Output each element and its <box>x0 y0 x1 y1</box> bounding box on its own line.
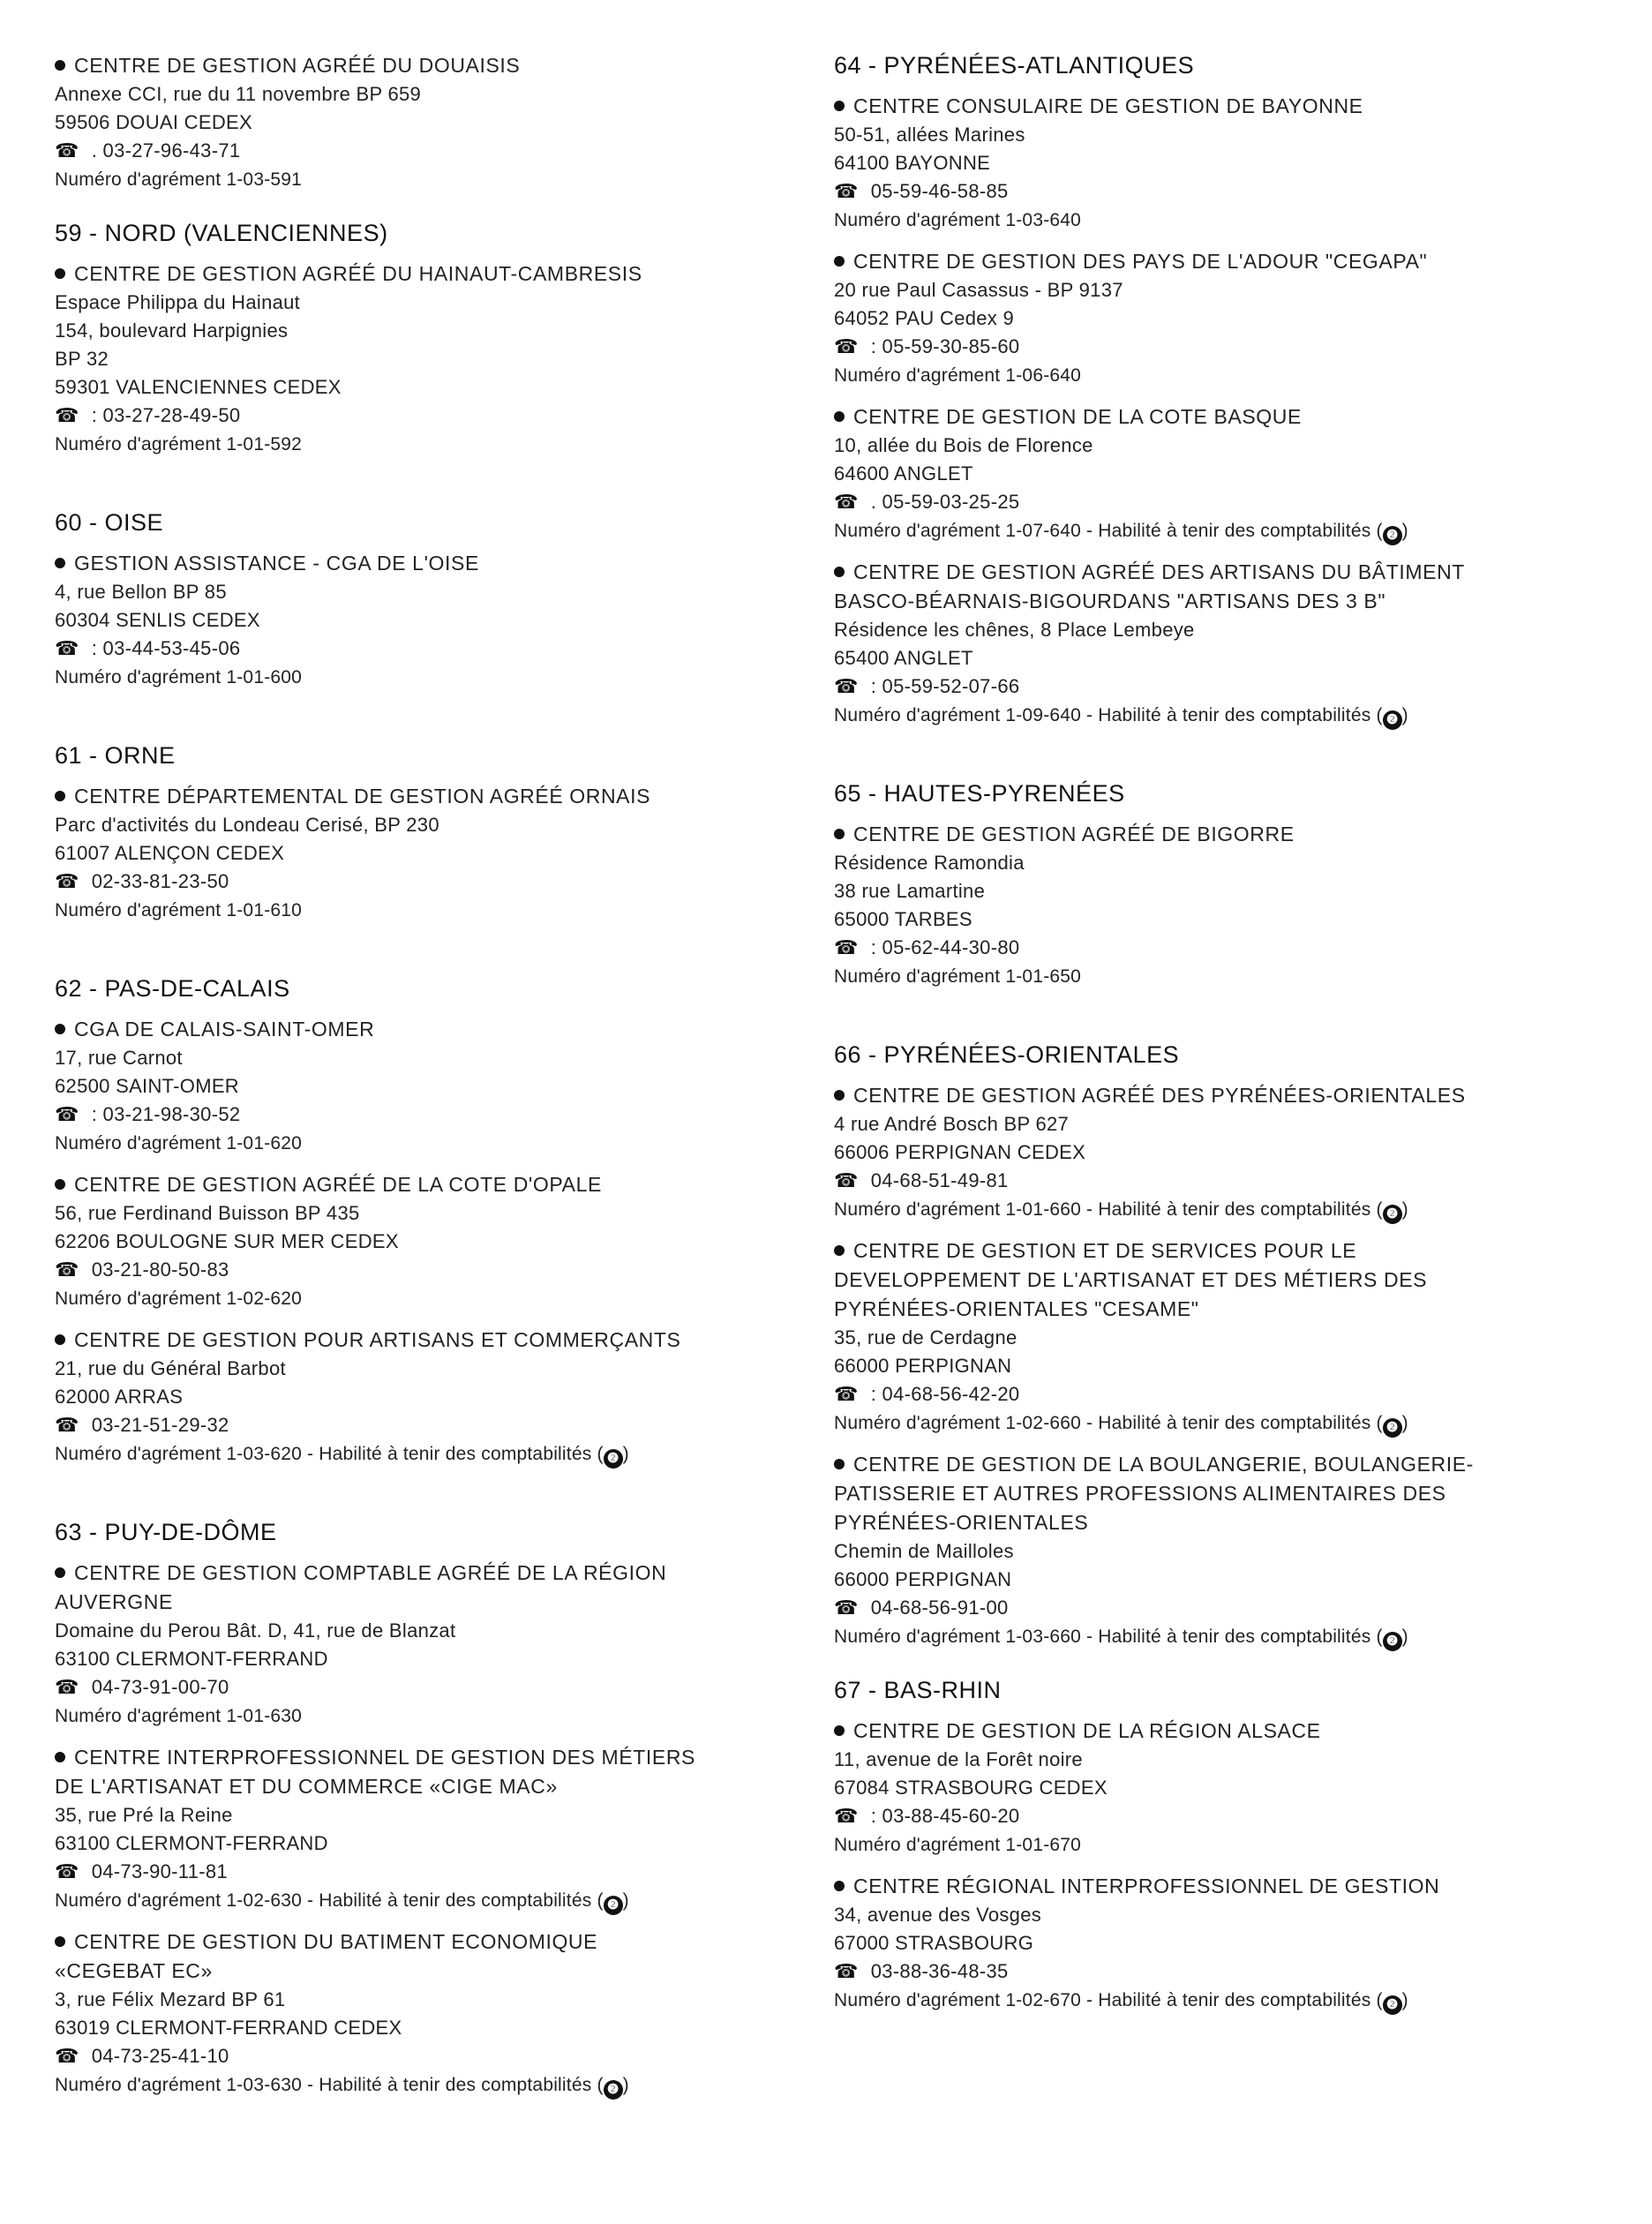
entry-name-cont: DEVELOPPEMENT DE L'ARTISANAT ET DES MÉTIERS DES <box>834 1268 1428 1291</box>
bullet-icon <box>834 411 845 422</box>
address-line: Parc d'activités du Londeau Cerisé, BP 230 <box>55 814 439 836</box>
bullet-icon <box>55 60 65 71</box>
address-line: 64600 ANGLET <box>834 462 973 485</box>
bullet-icon <box>55 1024 65 1034</box>
entry-oise <box>55 549 831 692</box>
entry-name <box>55 549 831 578</box>
address-line: 66006 PERPIGNAN CEDEX <box>834 1141 1086 1163</box>
section-title-61: 61 - ORNE <box>55 742 176 769</box>
numbered-circle-icon: ❷ <box>1383 1205 1402 1224</box>
numbered-circle-icon: ❷ <box>604 2080 623 2100</box>
entry-name-text: CENTRE DE GESTION DES PAYS DE L'ADOUR "CEGAPA" <box>853 250 1428 273</box>
phone-number: : 05-62-44-30-80 <box>870 936 1020 958</box>
entry-name-cont: BASCO-BÉARNAIS-BIGOURDANS "ARTISANS DES 3 B" <box>834 590 1386 612</box>
address-line: 4, rue Bellon BP 85 <box>55 581 227 603</box>
entry-name-text: CENTRE RÉGIONAL INTERPROFESSIONNEL DE GESTION <box>853 1875 1440 1897</box>
entry-name <box>834 92 1593 121</box>
telephone-icon: ☎ <box>55 870 79 892</box>
bullet-icon <box>55 1334 65 1345</box>
phone-line <box>834 1802 1593 1830</box>
entry-name-cont: PYRÉNÉES-ORIENTALES <box>834 1511 1089 1534</box>
telephone-icon: ☎ <box>55 1259 79 1281</box>
section-title-66: 66 - PYRÉNÉES-ORIENTALES <box>834 1041 1180 1068</box>
phone-number: : 03-21-98-30-52 <box>91 1103 241 1125</box>
address-line: 3, rue Félix Mezard BP 61 <box>55 1988 286 2010</box>
address-line: 62500 SAINT-OMER <box>55 1075 239 1097</box>
entry-name-cont: DE L'ARTISANAT ET DU COMMERCE «CIGE MAC» <box>55 1775 558 1798</box>
phone-number: : 05-59-52-07-66 <box>870 675 1020 697</box>
telephone-icon: ☎ <box>834 491 859 513</box>
entry-name-cont: PATISSERIE ET AUTRES PROFESSIONS ALIMENTAIRES DES <box>834 1482 1446 1505</box>
phone-line <box>834 672 1593 701</box>
phone-line <box>55 635 831 663</box>
address-line: 65400 ANGLET <box>834 647 973 669</box>
entry-name-text: CENTRE DE GESTION AGRÉÉ DE BIGORRE <box>853 823 1295 845</box>
telephone-icon: ☎ <box>834 1597 859 1619</box>
bullet-icon <box>55 1936 65 1947</box>
phone-line <box>55 1256 831 1284</box>
entry-name <box>834 1081 1593 1110</box>
entry-name <box>834 1450 1593 1479</box>
numbered-circle-icon: ❷ <box>1383 1995 1402 2015</box>
address-line: 61007 ALENÇON CEDEX <box>55 842 285 864</box>
address-line: Annexe CCI, rue du 11 novembre BP 659 <box>55 83 422 105</box>
address-line: 59506 DOUAI CEDEX <box>55 111 252 133</box>
phone-number: 04-68-51-49-81 <box>870 1169 1009 1191</box>
phone-number: 04-73-25-41-10 <box>91 2045 229 2067</box>
entry-name <box>834 247 1593 276</box>
address-line: 65000 TARBES <box>834 908 972 930</box>
numbered-circle-icon: ❷ <box>1383 710 1402 730</box>
phone-line <box>55 1101 831 1129</box>
telephone-icon: ☎ <box>55 637 79 659</box>
entry-calais <box>55 1015 831 1158</box>
agrement-line: Numéro d'agrément 1-07-640 - Habilité à tenir des comptabilités ( ❷ ) <box>834 516 1593 545</box>
address-line: 154, boulevard Harpignies <box>55 319 289 342</box>
bullet-icon <box>55 1179 65 1190</box>
entry-name <box>834 402 1593 432</box>
address-line: 34, avenue des Vosges <box>834 1904 1042 1926</box>
address-line: 63100 CLERMONT-FERRAND <box>55 1648 328 1670</box>
entry-name <box>834 1236 1593 1266</box>
phone-number: : 03-88-45-60-20 <box>870 1805 1020 1827</box>
address-line: 60304 SENLIS CEDEX <box>55 609 260 631</box>
address-line: 38 rue Lamartine <box>834 880 986 902</box>
address-line: 10, allée du Bois de Florence <box>834 434 1093 456</box>
entry-bigorre <box>834 820 1593 991</box>
entry-name <box>55 1015 831 1044</box>
agrement-line: Numéro d'agrément 1-01-670 <box>834 1835 1082 1855</box>
phone-number: : 03-27-28-49-50 <box>91 404 241 426</box>
agrement-line: Numéro d'agrément 1-01-610 <box>55 900 303 920</box>
section-title-67: 67 - BAS-RHIN <box>834 1677 1002 1703</box>
telephone-icon: ☎ <box>55 404 79 426</box>
phone-number: 03-21-51-29-32 <box>91 1414 229 1436</box>
entry-boulangerie <box>834 1450 1593 1651</box>
agrement-text: Numéro d'agrément 1-03-620 - Habilité à tenir des comptabilités ( <box>55 1444 604 1464</box>
entry-name-cont: AUVERGNE <box>55 1590 173 1613</box>
entry-orne <box>55 782 831 925</box>
entry-auvergne <box>55 1559 831 1731</box>
entry-name-cont: PYRÉNÉES-ORIENTALES "CESAME" <box>834 1297 1199 1320</box>
phone-number: 03-88-36-48-35 <box>870 1960 1009 1982</box>
entry-cegebat <box>55 1927 831 2100</box>
phone-number: : 04-68-56-42-20 <box>870 1383 1020 1405</box>
bullet-icon <box>834 1725 845 1736</box>
entry-name-text: CENTRE DE GESTION ET DE SERVICES POUR LE <box>853 1239 1357 1262</box>
address-line: 63019 CLERMONT-FERRAND CEDEX <box>55 2017 402 2039</box>
entry-cote-opale <box>55 1170 831 1313</box>
entry-cote-basque <box>834 402 1593 545</box>
phone-number: 04-68-56-91-00 <box>870 1597 1009 1619</box>
bullet-icon <box>55 1752 65 1762</box>
address-line: 63100 CLERMONT-FERRAND <box>55 1832 328 1854</box>
address-line: 64100 BAYONNE <box>834 152 991 174</box>
agrement-text: Numéro d'agrément 1-02-660 - Habilité à tenir des comptabilités ( <box>834 1413 1383 1433</box>
entry-name-text: CENTRE CONSULAIRE DE GESTION DE BAYONNE <box>853 94 1363 117</box>
entry-hainaut <box>55 259 831 459</box>
agrement-text: Numéro d'agrément 1-02-670 - Habilité à tenir des comptabilités ( <box>834 1990 1383 2010</box>
phone-line <box>834 1594 1593 1622</box>
phone-line <box>834 333 1593 361</box>
address-line: 11, avenue de la Forêt noire <box>834 1748 1083 1770</box>
agrement-line: Numéro d'agrément 1-01-592 <box>55 434 303 455</box>
agrement-line: Numéro d'agrément 1-02-620 <box>55 1289 303 1309</box>
telephone-icon: ☎ <box>55 1860 79 1882</box>
telephone-icon: ☎ <box>55 139 79 162</box>
telephone-icon: ☎ <box>834 1383 859 1405</box>
entry-bayonne <box>834 92 1593 235</box>
agrement-line: Numéro d'agrément 1-01-600 <box>55 667 303 687</box>
bullet-icon <box>834 256 845 267</box>
address-line: 59301 VALENCIENNES CEDEX <box>55 376 342 398</box>
phone-number: 04-73-90-11-81 <box>91 1860 228 1882</box>
telephone-icon: ☎ <box>834 675 859 697</box>
telephone-icon: ☎ <box>834 180 859 202</box>
agrement-line: Numéro d'agrément 1-02-670 - Habilité à tenir des comptabilités ( ❷ ) <box>834 1986 1593 2015</box>
entry-name-text: CENTRE DE GESTION DE LA COTE BASQUE <box>853 405 1302 428</box>
entry-name-text: CENTRE DE GESTION AGRÉÉ DU DOUAISIS <box>74 54 521 77</box>
address-line: 64052 PAU Cedex 9 <box>834 307 1015 329</box>
address-line: 35, rue de Cerdagne <box>834 1326 1017 1349</box>
numbered-circle-icon: ❷ <box>1383 1418 1402 1438</box>
agrement-line: Numéro d'agrément 1-03-591 <box>55 169 303 190</box>
phone-number: . 05-59-03-25-25 <box>870 491 1020 513</box>
entry-name-text: CENTRE DE GESTION DU BATIMENT ECONOMIQUE <box>74 1930 598 1953</box>
entry-arras <box>55 1326 831 1469</box>
agrement-line: Numéro d'agrément 1-03-660 - Habilité à tenir des comptabilités ( ❷ ) <box>834 1622 1593 1651</box>
agrement-line: Numéro d'agrément 1-03-630 - Habilité à tenir des comptabilités ( ❷ ) <box>55 2070 831 2100</box>
numbered-circle-icon: ❷ <box>604 1449 623 1469</box>
entry-cegapa <box>834 247 1593 390</box>
entry-pyr-orientales <box>834 1081 1593 1224</box>
entry-name <box>55 51 831 80</box>
section-title-63: 63 - PUY-DE-DÔME <box>55 1519 277 1545</box>
telephone-icon: ☎ <box>55 1676 79 1698</box>
address-line: BP 32 <box>55 348 109 370</box>
phone-line <box>55 402 831 430</box>
address-line: 62000 ARRAS <box>55 1386 184 1408</box>
entry-regional <box>834 1872 1593 2015</box>
entry-alsace <box>834 1717 1593 1860</box>
entry-name-text: CENTRE DE GESTION POUR ARTISANS ET COMMERÇANTS <box>74 1328 681 1351</box>
telephone-icon: ☎ <box>834 1805 859 1827</box>
agrement-text: Numéro d'agrément 1-03-630 - Habilité à tenir des comptabilités ( <box>55 2075 604 2095</box>
bullet-icon <box>834 829 845 839</box>
bullet-icon <box>834 101 845 111</box>
entry-cesame <box>834 1236 1593 1438</box>
entry-name-text: CENTRE DE GESTION AGRÉÉ DE LA COTE D'OPALE <box>74 1173 602 1196</box>
telephone-icon: ☎ <box>834 335 859 357</box>
bullet-icon <box>55 558 65 568</box>
address-line: 17, rue Carnot <box>55 1047 183 1069</box>
agrement-text: Numéro d'agrément 1-09-640 - Habilité à tenir des comptabilités ( <box>834 705 1383 725</box>
agrement-line: Numéro d'agrément 1-01-650 <box>834 966 1082 987</box>
phone-line <box>834 177 1593 206</box>
telephone-icon: ☎ <box>834 1169 859 1191</box>
address-line: 67000 STRASBOURG <box>834 1932 1034 1954</box>
entry-name-text: CENTRE DE GESTION AGRÉÉ DES ARTISANS DU BÂTIMENT <box>853 560 1465 583</box>
section-title-65: 65 - HAUTES-PYRENÉES <box>834 780 1125 807</box>
bullet-icon <box>834 1090 845 1101</box>
entry-name <box>55 1326 831 1355</box>
entry-name <box>834 1872 1593 1901</box>
address-line: 50-51, allées Marines <box>834 124 1025 146</box>
entry-name-cont: «CEGEBAT EC» <box>55 1959 213 1982</box>
phone-line <box>55 137 831 165</box>
section-title-64: 64 - PYRÉNÉES-ATLANTIQUES <box>834 52 1195 79</box>
entry-name-text: CGA DE CALAIS-SAINT-OMER <box>74 1018 375 1041</box>
section-title-60: 60 - OISE <box>55 509 164 536</box>
phone-line <box>834 1380 1593 1409</box>
bullet-icon <box>55 1567 65 1578</box>
phone-line <box>55 2042 831 2070</box>
address-line: 56, rue Ferdinand Buisson BP 435 <box>55 1202 360 1224</box>
phone-line <box>834 1167 1593 1195</box>
address-line: Domaine du Perou Bât. D, 41, rue de Blanzat <box>55 1619 456 1642</box>
agrement-line: Numéro d'agrément 1-03-620 - Habilité à tenir des comptabilités ( ❷ ) <box>55 1439 831 1469</box>
entry-name <box>55 259 831 289</box>
telephone-icon: ☎ <box>55 2045 79 2067</box>
entry-name <box>55 1559 831 1588</box>
agrement-line: Numéro d'agrément 1-09-640 - Habilité à tenir des comptabilités ( ❷ ) <box>834 701 1593 730</box>
agrement-line: Numéro d'agrément 1-02-630 - Habilité à tenir des comptabilités ( ❷ ) <box>55 1886 831 1915</box>
agrement-text: Numéro d'agrément 1-02-630 - Habilité à tenir des comptabilités ( <box>55 1890 604 1911</box>
entry-name <box>834 820 1593 849</box>
address-line: 67084 STRASBOURG CEDEX <box>834 1777 1108 1799</box>
entry-name-text: CENTRE DE GESTION DE LA BOULANGERIE, BOULANGERIE- <box>853 1453 1474 1476</box>
right-column <box>834 51 1593 2027</box>
telephone-icon: ☎ <box>834 936 859 958</box>
numbered-circle-icon: ❷ <box>1383 526 1402 545</box>
left-column <box>55 51 831 2112</box>
phone-number: : 03-44-53-45-06 <box>91 637 241 659</box>
phone-line <box>55 868 831 896</box>
section-title-59: 59 - NORD (VALENCIENNES) <box>55 220 388 246</box>
entry-name <box>55 782 831 811</box>
phone-number: 05-59-46-58-85 <box>870 180 1009 202</box>
section-title-62: 62 - PAS-DE-CALAIS <box>55 975 290 1002</box>
bullet-icon <box>55 791 65 801</box>
entry-name-text: CENTRE DE GESTION COMPTABLE AGRÉÉ DE LA RÉGION <box>74 1561 667 1584</box>
entry-name-text: CENTRE DE GESTION DE LA RÉGION ALSACE <box>853 1719 1321 1742</box>
entry-name-text: GESTION ASSISTANCE - CGA DE L'OISE <box>74 552 479 575</box>
agrement-line: Numéro d'agrément 1-01-620 <box>55 1133 303 1153</box>
address-line: Chemin de Mailloles <box>834 1540 1014 1562</box>
bullet-icon <box>55 268 65 279</box>
telephone-icon: ☎ <box>55 1414 79 1436</box>
phone-line <box>55 1673 831 1702</box>
agrement-line: Numéro d'agrément 1-02-660 - Habilité à tenir des comptabilités ( ❷ ) <box>834 1409 1593 1438</box>
agrement-text: Numéro d'agrément 1-01-660 - Habilité à tenir des comptabilités ( <box>834 1199 1383 1220</box>
phone-line <box>55 1411 831 1439</box>
bullet-icon <box>834 567 845 577</box>
numbered-circle-icon: ❷ <box>604 1896 623 1915</box>
bullet-icon <box>834 1881 845 1891</box>
address-line: 20 rue Paul Casassus - BP 9137 <box>834 279 1123 301</box>
entry-name-text: CENTRE DE GESTION AGRÉÉ DES PYRÉNÉES-ORIENTALES <box>853 1084 1466 1107</box>
address-line: Résidence les chênes, 8 Place Lembeye <box>834 619 1195 641</box>
entry-name-text: CENTRE DE GESTION AGRÉÉ DU HAINAUT-CAMBRESIS <box>74 262 642 285</box>
agrement-line: Numéro d'agrément 1-06-640 <box>834 365 1082 386</box>
entry-name <box>55 1170 831 1199</box>
phone-line <box>834 934 1593 962</box>
phone-number: 03-21-80-50-83 <box>91 1259 229 1281</box>
address-line: 35, rue Pré la Reine <box>55 1804 233 1826</box>
entry-douaisis <box>55 51 831 194</box>
address-line: Espace Philippa du Hainaut <box>55 291 301 313</box>
address-line: Résidence Ramondia <box>834 852 1025 874</box>
entry-artisans-3b <box>834 558 1593 730</box>
address-line: 66000 PERPIGNAN <box>834 1355 1012 1377</box>
phone-line <box>834 1957 1593 1986</box>
entry-name-text: CENTRE DÉPARTEMENTAL DE GESTION AGRÉÉ ORNAIS <box>74 785 651 808</box>
address-line: 66000 PERPIGNAN <box>834 1568 1012 1590</box>
bullet-icon <box>834 1459 845 1469</box>
phone-number: . 03-27-96-43-71 <box>91 139 241 162</box>
entry-name <box>55 1743 831 1772</box>
numbered-circle-icon: ❷ <box>1383 1632 1402 1651</box>
address-line: 21, rue du Général Barbot <box>55 1357 286 1379</box>
agrement-line: Numéro d'agrément 1-03-640 <box>834 210 1082 230</box>
entry-name <box>834 558 1593 587</box>
entry-cige-mac <box>55 1743 831 1915</box>
phone-number: 04-73-91-00-70 <box>91 1676 229 1698</box>
agrement-text: Numéro d'agrément 1-03-660 - Habilité à tenir des comptabilités ( <box>834 1627 1383 1647</box>
entry-name-text: CENTRE INTERPROFESSIONNEL DE GESTION DES MÉTIERS <box>74 1746 695 1769</box>
telephone-icon: ☎ <box>55 1103 79 1125</box>
agrement-line: Numéro d'agrément 1-01-630 <box>55 1706 303 1726</box>
bullet-icon <box>834 1245 845 1256</box>
address-line: 62206 BOULOGNE SUR MER CEDEX <box>55 1230 399 1252</box>
phone-number: 02-33-81-23-50 <box>91 870 229 892</box>
agrement-text: Numéro d'agrément 1-07-640 - Habilité à tenir des comptabilités ( <box>834 521 1383 541</box>
telephone-icon: ☎ <box>834 1960 859 1982</box>
agrement-line: Numéro d'agrément 1-01-660 - Habilité à tenir des comptabilités ( ❷ ) <box>834 1195 1593 1224</box>
entry-name <box>55 1927 831 1957</box>
phone-line <box>834 488 1593 516</box>
address-line: 4 rue André Bosch BP 627 <box>834 1113 1070 1135</box>
phone-number: : 05-59-30-85-60 <box>870 335 1020 357</box>
entry-name <box>834 1717 1593 1746</box>
phone-line <box>55 1858 831 1886</box>
